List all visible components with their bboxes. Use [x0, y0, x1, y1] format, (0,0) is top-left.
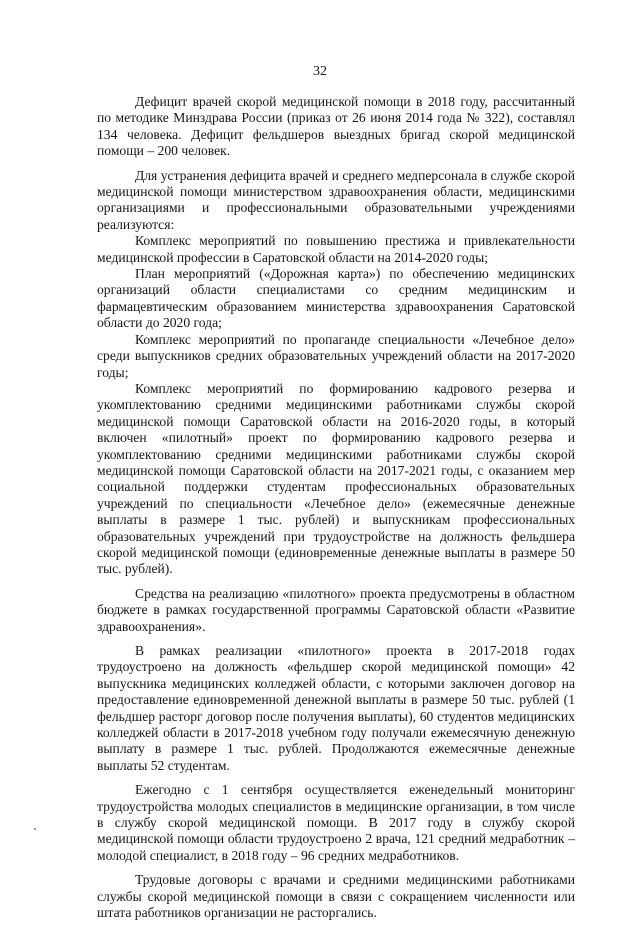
scan-speck — [34, 828, 36, 830]
document-body — [97, 94, 575, 930]
paragraph-reserve-program: Комплекс мероприятий по формированию кадрового резерва и укомплектованию средними медицинскими работниками службы скорой медицинской помощи Саратовской области на 2016-2020 годы, в который включен «пилотный» проект по формированию кадрового резерва и укомплектованию средними медицинскими работниками службы скорой медицинской помощи Саратовской области на 2017-2021 годы, с оказанием мер социальной поддержки студентам профессиональных образовательных учреждений по специальности «Лечебное дело» (ежемесячные денежные выплаты в размере 1 тыс. рублей) и выпускникам профессиональных образовательных учреждений при трудоустройстве на должность фельдшера скорой медицинской помощи (единовременные денежные выплаты в размере 50 тыс. рублей). — [97, 380, 575, 577]
page-number: 32 — [313, 64, 327, 79]
paragraph-roadmap: План мероприятий («Дорожная карта») по обеспечению медицинских организаций области специалистами со средним медицинским и фармацевтическим образованием министерства здравоохранения Саратовской области до 2020 года; — [97, 266, 575, 331]
paragraph-contracts: Трудовые договоры с врачами и средними медицинскими работниками службы скорой медицинской помощи в связи с сокращением численности или штата работников организации не расторгались. — [97, 872, 575, 921]
paragraph-measures-intro: Для устранения дефицита врачей и среднего медперсонала в службе скорой медицинской помощи министерством здравоохранения области, медицинскими организациями и профессиональными образовательными учреждениями реализуются: — [97, 167, 575, 232]
paragraph-funding: Средства на реализацию «пилотного» проекта предусмотрены в областном бюджете в рамках государственной программы Саратовской области «Развитие здравоохранения». — [97, 585, 575, 634]
paragraph-deficit: Дефицит врачей скорой медицинской помощи в 2018 году, рассчитанный по методике Минздрава России (приказ от 26 июня 2014 года № 322), составлял 134 человека. Дефицит фельдшеров выездных бригад скорой медицинской помощи – 200 человек. — [97, 94, 575, 159]
paragraph-monitoring: Ежегодно с 1 сентября осуществляется еженедельный мониторинг трудоустройства молодых специалистов в медицинские организации, в том числе в службу скорой медицинской помощи. В 2017 году в службу скорой медицинской помощи области трудоустроено 2 врача, 121 средний медработник – молодой специалист, в 2018 году – 96 средних медработников. — [97, 782, 575, 863]
paragraph-propaganda-program: Комплекс мероприятий по пропаганде специальности «Лечебное дело» среди выпускников средних образовательных учреждений области на 2017-2020 годы; — [97, 331, 575, 380]
paragraph-prestige-program: Комплекс мероприятий по повышению престижа и привлекательности медицинской профессии в Саратовской области на 2014-2020 годы; — [97, 233, 575, 265]
paragraph-pilot-results: В рамках реализации «пилотного» проекта в 2017-2018 годах трудоустроено на должность «фельдшер скорой медицинской помощи» 42 выпускника медицинских колледжей области, с которыми заключен договор на предоставление единовременной денежной выплаты в размере 50 тыс. рублей (1 фельдшер расторг договор после получения выплаты), 60 студентов медицинских колледжей области в 2017-2018 учебном году получали ежемесячную денежную выплату в размере 1 тыс. рублей. Продолжаются ежемесячные денежные выплаты 52 студентам. — [97, 643, 575, 773]
